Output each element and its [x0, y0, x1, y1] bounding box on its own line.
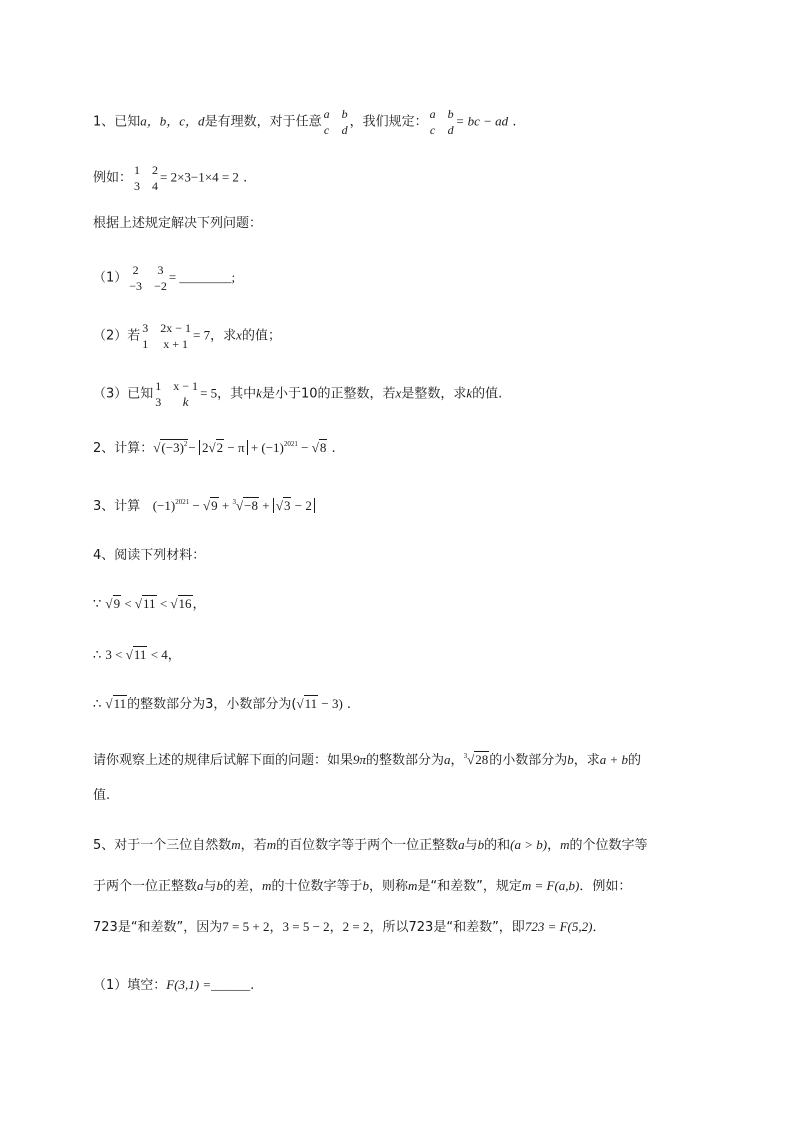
det-rule: a b c d: [429, 107, 454, 137]
q5-part1: （1）填空：F(3,1) =______.: [93, 977, 255, 993]
q1-instruction: 根据上述规定解决下列问题：: [93, 216, 263, 231]
q1-part3: （3）已知 1 x − 1 3 k = 5，其中k是小于10的正整数，若x是整数，求k的值.: [93, 379, 503, 409]
det-part1: 2 3 −3 −2: [129, 263, 167, 293]
q4-question-line2: 值.: [93, 788, 111, 803]
q4-line2: ∴ 3 < √11 < 4，: [93, 647, 181, 663]
q5-line1: 5、对于一个三位自然数m，若m的百位数字等于两个一位正整数a与b的和(a > b)，m的个位数字等: [93, 837, 648, 853]
q5-line2: 于两个一位正整数a与b的差，m的十位数字等于b，则称m是“和差数”，规定m = F(a,b)．例如：: [93, 878, 632, 894]
example-rhs: = 2×3−1×4 = 2: [160, 169, 239, 185]
q1-rule-rhs: = bc − ad: [455, 113, 509, 129]
q1-intro: 1、已知: [93, 114, 141, 130]
q5-part1-blank: ______: [211, 977, 251, 992]
q1-vars: a，b，c，d: [140, 113, 205, 129]
q4-title: 4、阅读下列材料：: [93, 548, 206, 563]
q1-mid-text: 是有理数，对于任意: [204, 114, 322, 130]
q4-line1: ∵ √9 < √11 < √16，: [93, 596, 206, 612]
det-part3: 1 x − 1 3 k: [155, 379, 199, 409]
q4-line3: ∴ √11的整数部分为3，小数部分为(√11 − 3) .: [93, 696, 352, 712]
q5-line3: 723是“和差数”，因为7 = 5 + 2，3 = 5 − 2，2 = 2，所以723是“和差数”，即723 = F(5,2)．: [93, 919, 606, 935]
det-example: 1 2 3 4: [134, 163, 159, 193]
part1-blank: = ________: [168, 269, 232, 285]
q1-part2: （2）若 3 2x − 1 1 x + 1 = 7，求x的值；: [93, 321, 281, 351]
det-part2: 3 2x − 1 1 x + 1: [142, 321, 192, 351]
q1-example-line: 例如： 1 2 3 4 = 2×3−1×4 = 2 .: [93, 163, 248, 193]
q1-part1: （1） 2 3 −3 −2 = ________;: [93, 263, 236, 293]
example-label: 例如：: [93, 170, 133, 186]
q3-line: 3、计算 $(-1)^{2021} - √9 + ^3√-8 + √3 - 2$: [93, 496, 315, 518]
q1-rule-text: ，我们规定：: [349, 114, 428, 130]
q2-line: 2、计算：$√(-3)^2- 2√2 - \pi + (-1)^{2021} - √8$ .: [93, 440, 336, 456]
q1-line: 1、已知a，b，c，d是有理数，对于任意 a b c d ，我们规定： a b c d = bc − ad .: [93, 107, 517, 137]
q4-question: 请你观察上述的规律后试解下面的问题：如果9π的整数部分为a，$^3$√28的小数部分为b，求a + b的: [93, 752, 642, 768]
det-generic: a b c d: [323, 107, 348, 137]
